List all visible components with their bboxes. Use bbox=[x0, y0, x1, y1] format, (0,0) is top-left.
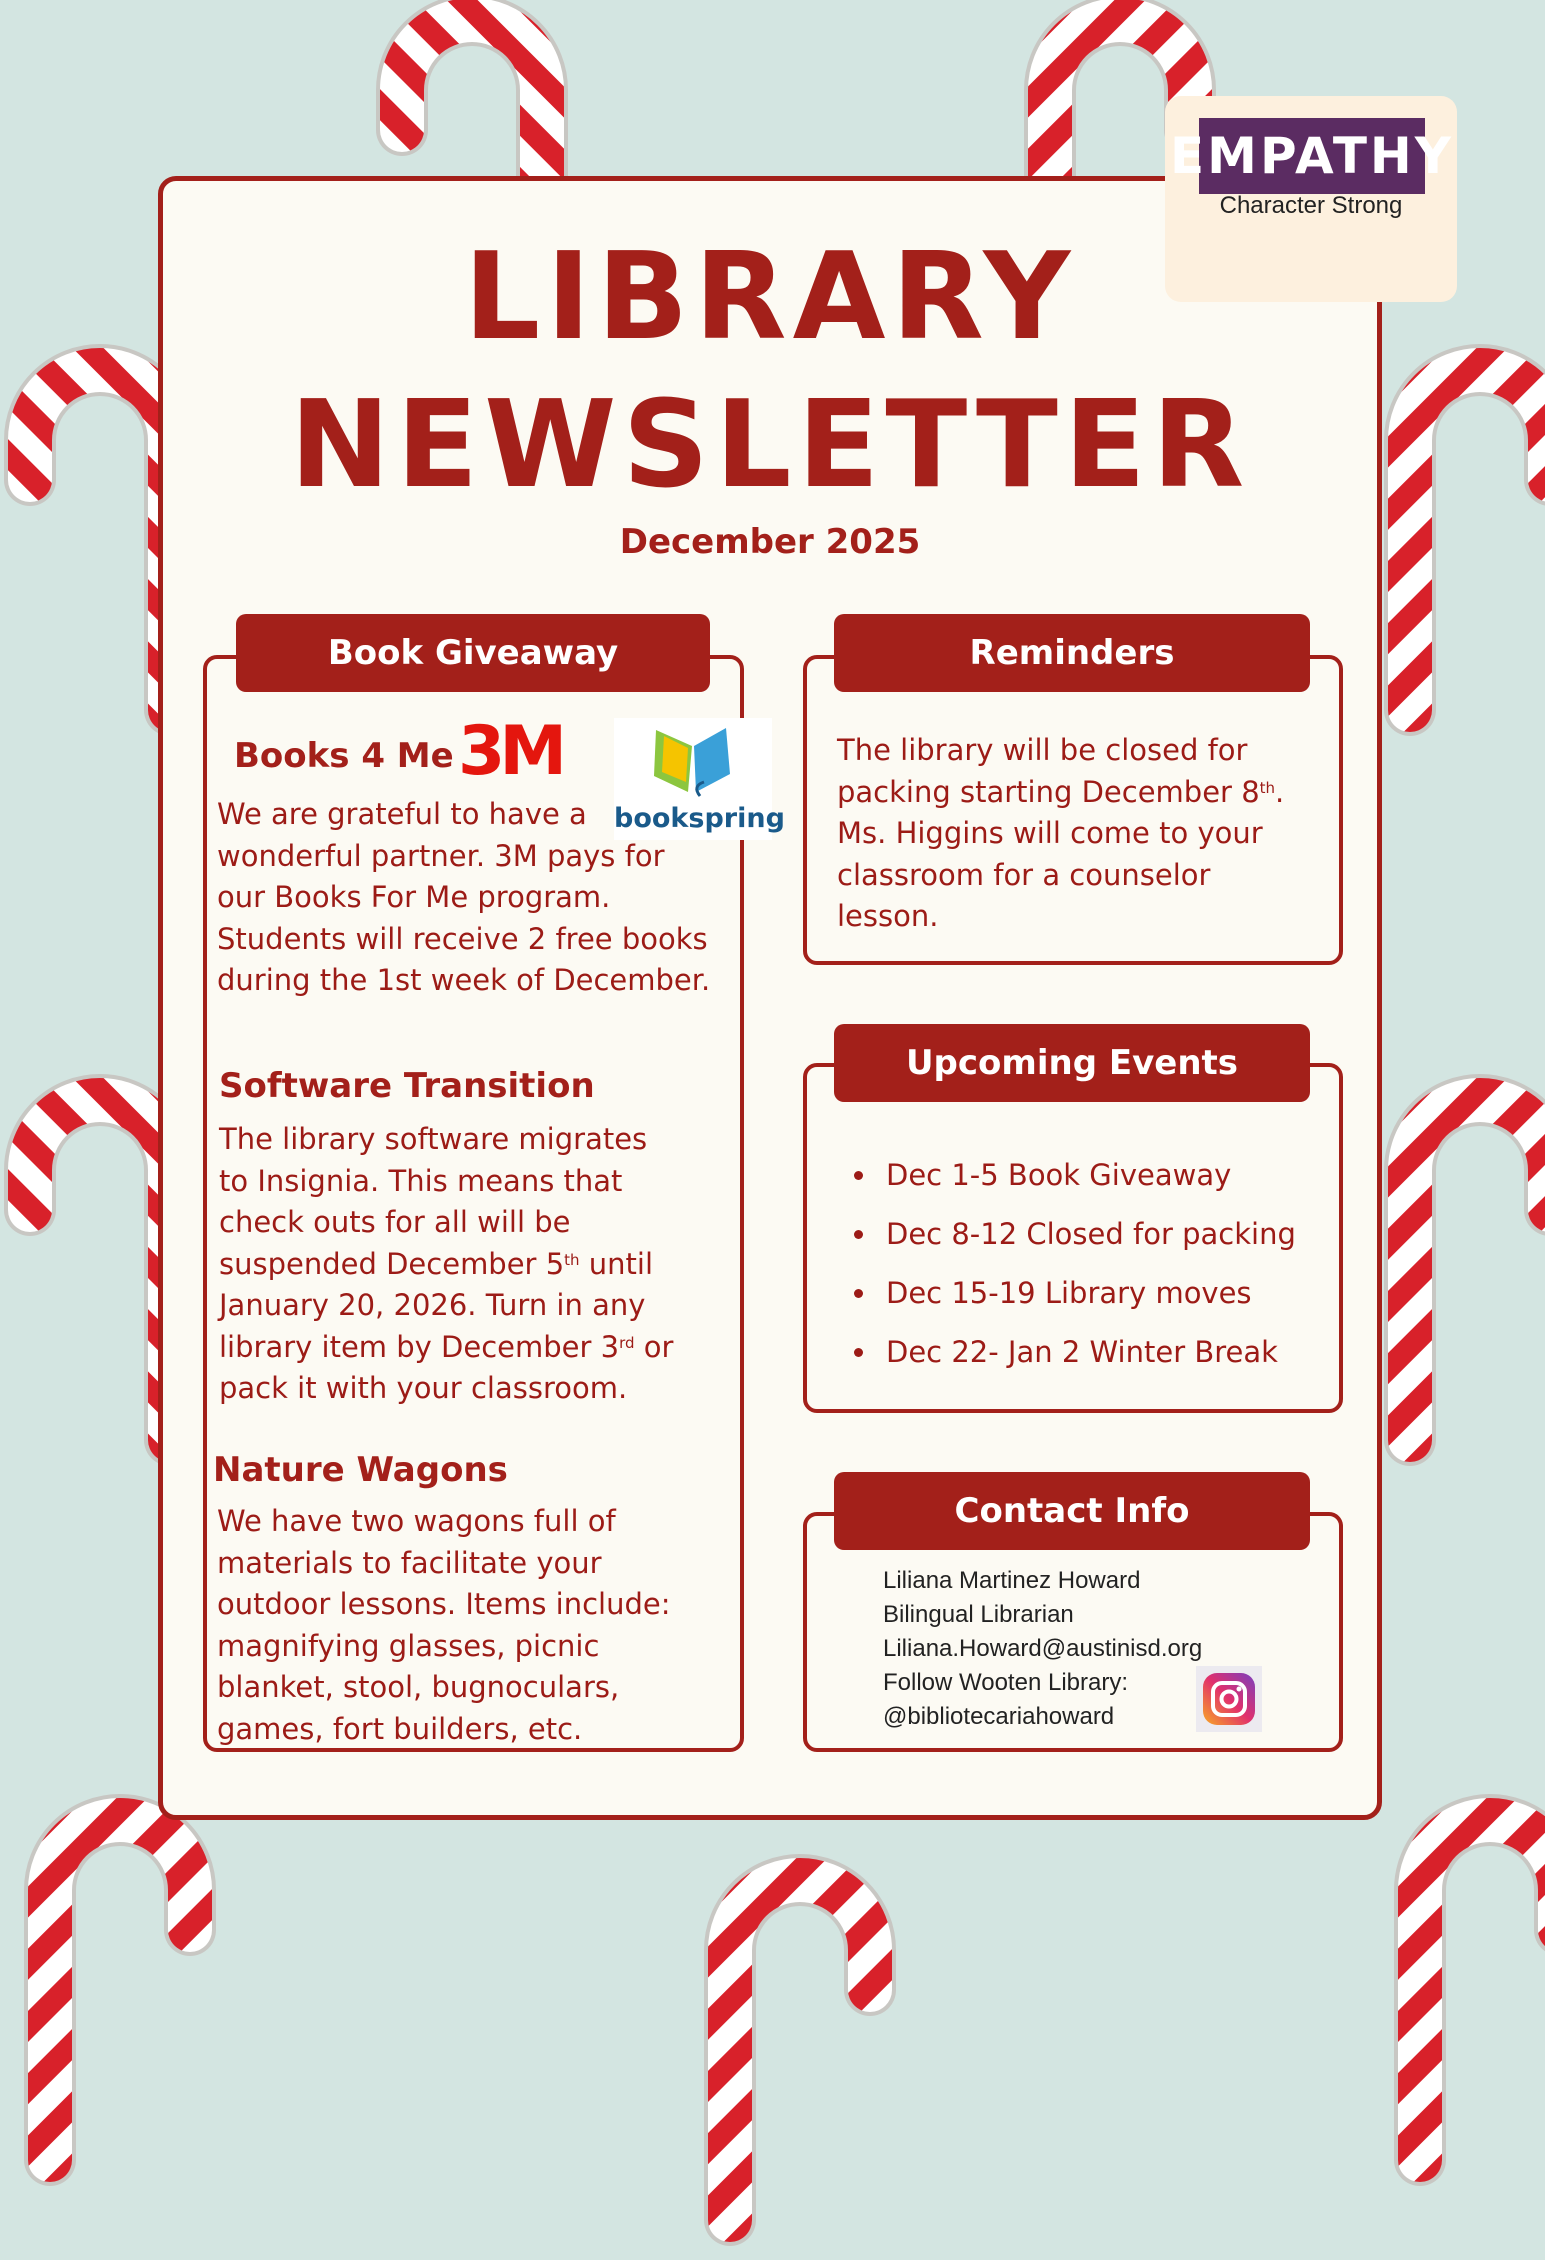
text-line: to Insignia. This means that bbox=[219, 1163, 623, 1198]
text-line: check outs for all will be bbox=[219, 1205, 571, 1239]
text-line: We are grateful to have a bbox=[217, 797, 587, 831]
book-giveaway-heading: Book Giveaway bbox=[236, 614, 710, 692]
issue-date: December 2025 bbox=[619, 522, 921, 562]
book-giveaway-text bbox=[217, 794, 710, 1002]
text-line: Ms. Higgins will come to your bbox=[837, 816, 1263, 850]
contact-email[interactable]: Liliana.Howard@austinisd.org bbox=[883, 1635, 1203, 1662]
contact-role: Bilingual Librarian bbox=[883, 1601, 1074, 1628]
text-line: We have two wagons full of bbox=[217, 1504, 616, 1538]
candy-cane-icon bbox=[1370, 1060, 1545, 1480]
candy-cane-icon bbox=[1380, 1780, 1545, 2200]
text-line: The library will be closed for bbox=[837, 733, 1248, 767]
text-line: games, fort builders, etc. bbox=[217, 1711, 583, 1746]
list-item: Dec 1-5 Book Giveaway bbox=[848, 1146, 1296, 1205]
text-line: The library software migrates bbox=[219, 1122, 648, 1156]
instagram-icon[interactable] bbox=[1196, 1666, 1262, 1732]
contact-details bbox=[883, 1564, 1202, 1734]
candy-cane-icon bbox=[1370, 330, 1545, 750]
contact-follow-label: Follow Wooten Library: bbox=[883, 1669, 1128, 1696]
nature-wagons-heading: Nature Wagons bbox=[213, 1450, 508, 1490]
page-title-line2: NEWSLETTER bbox=[289, 376, 1251, 515]
text-line: during the 1st week of December. bbox=[217, 963, 711, 997]
text-line: outdoor lessons. Items include: bbox=[217, 1587, 671, 1621]
reminders-text bbox=[837, 730, 1284, 938]
events-heading: Upcoming Events bbox=[834, 1024, 1310, 1102]
text-line: our Books For Me program. bbox=[217, 880, 611, 914]
text-line: packing starting December 8th. bbox=[837, 774, 1285, 809]
text-line: wonderful partner. 3M pays for bbox=[217, 838, 665, 873]
nature-wagons-text bbox=[217, 1501, 671, 1750]
reminders-heading: Reminders bbox=[834, 614, 1310, 692]
list-item: Dec 8-12 Closed for packing bbox=[848, 1205, 1296, 1264]
text-line: pack it with your classroom. bbox=[219, 1371, 628, 1405]
contact-name: Liliana Martinez Howard bbox=[883, 1567, 1141, 1594]
text-line: January 20, 2026. Turn in any bbox=[219, 1288, 646, 1322]
text-line: Students will receive 2 free books bbox=[217, 921, 708, 956]
text-line: suspended December 5th until bbox=[219, 1246, 654, 1281]
list-item: Dec 22- Jan 2 Winter Break bbox=[848, 1323, 1296, 1382]
list-item: Dec 15-19 Library moves bbox=[848, 1264, 1296, 1323]
candy-cane-icon bbox=[10, 1780, 230, 2200]
software-transition-heading: Software Transition bbox=[219, 1066, 595, 1106]
contact-handle[interactable]: @bibliotecariahoward bbox=[883, 1703, 1115, 1730]
open-book-icon bbox=[614, 718, 772, 804]
empathy-subtitle: Character Strong bbox=[1219, 192, 1403, 219]
events-list bbox=[848, 1146, 1296, 1382]
text-line: library item by December 3rd or bbox=[219, 1329, 674, 1364]
text-line: magnifying glasses, picnic bbox=[217, 1628, 600, 1663]
books4me-subheading: Books 4 Me bbox=[234, 736, 454, 776]
candy-cane-icon bbox=[690, 1840, 910, 2260]
contact-heading: Contact Info bbox=[834, 1472, 1310, 1550]
empathy-logo: EMPATHY bbox=[1199, 118, 1425, 194]
text-line: blanket, stool, bugnoculars, bbox=[217, 1670, 620, 1704]
software-transition-text bbox=[219, 1119, 673, 1410]
3m-logo: 3M bbox=[458, 712, 561, 791]
page-title-line1: LIBRARY bbox=[463, 228, 1077, 367]
text-line: lesson. bbox=[837, 899, 939, 933]
text-line: materials to facilitate your bbox=[217, 1545, 602, 1580]
bookspring-wordmark: bookspring bbox=[614, 803, 785, 834]
text-line: classroom for a counselor bbox=[837, 857, 1211, 892]
